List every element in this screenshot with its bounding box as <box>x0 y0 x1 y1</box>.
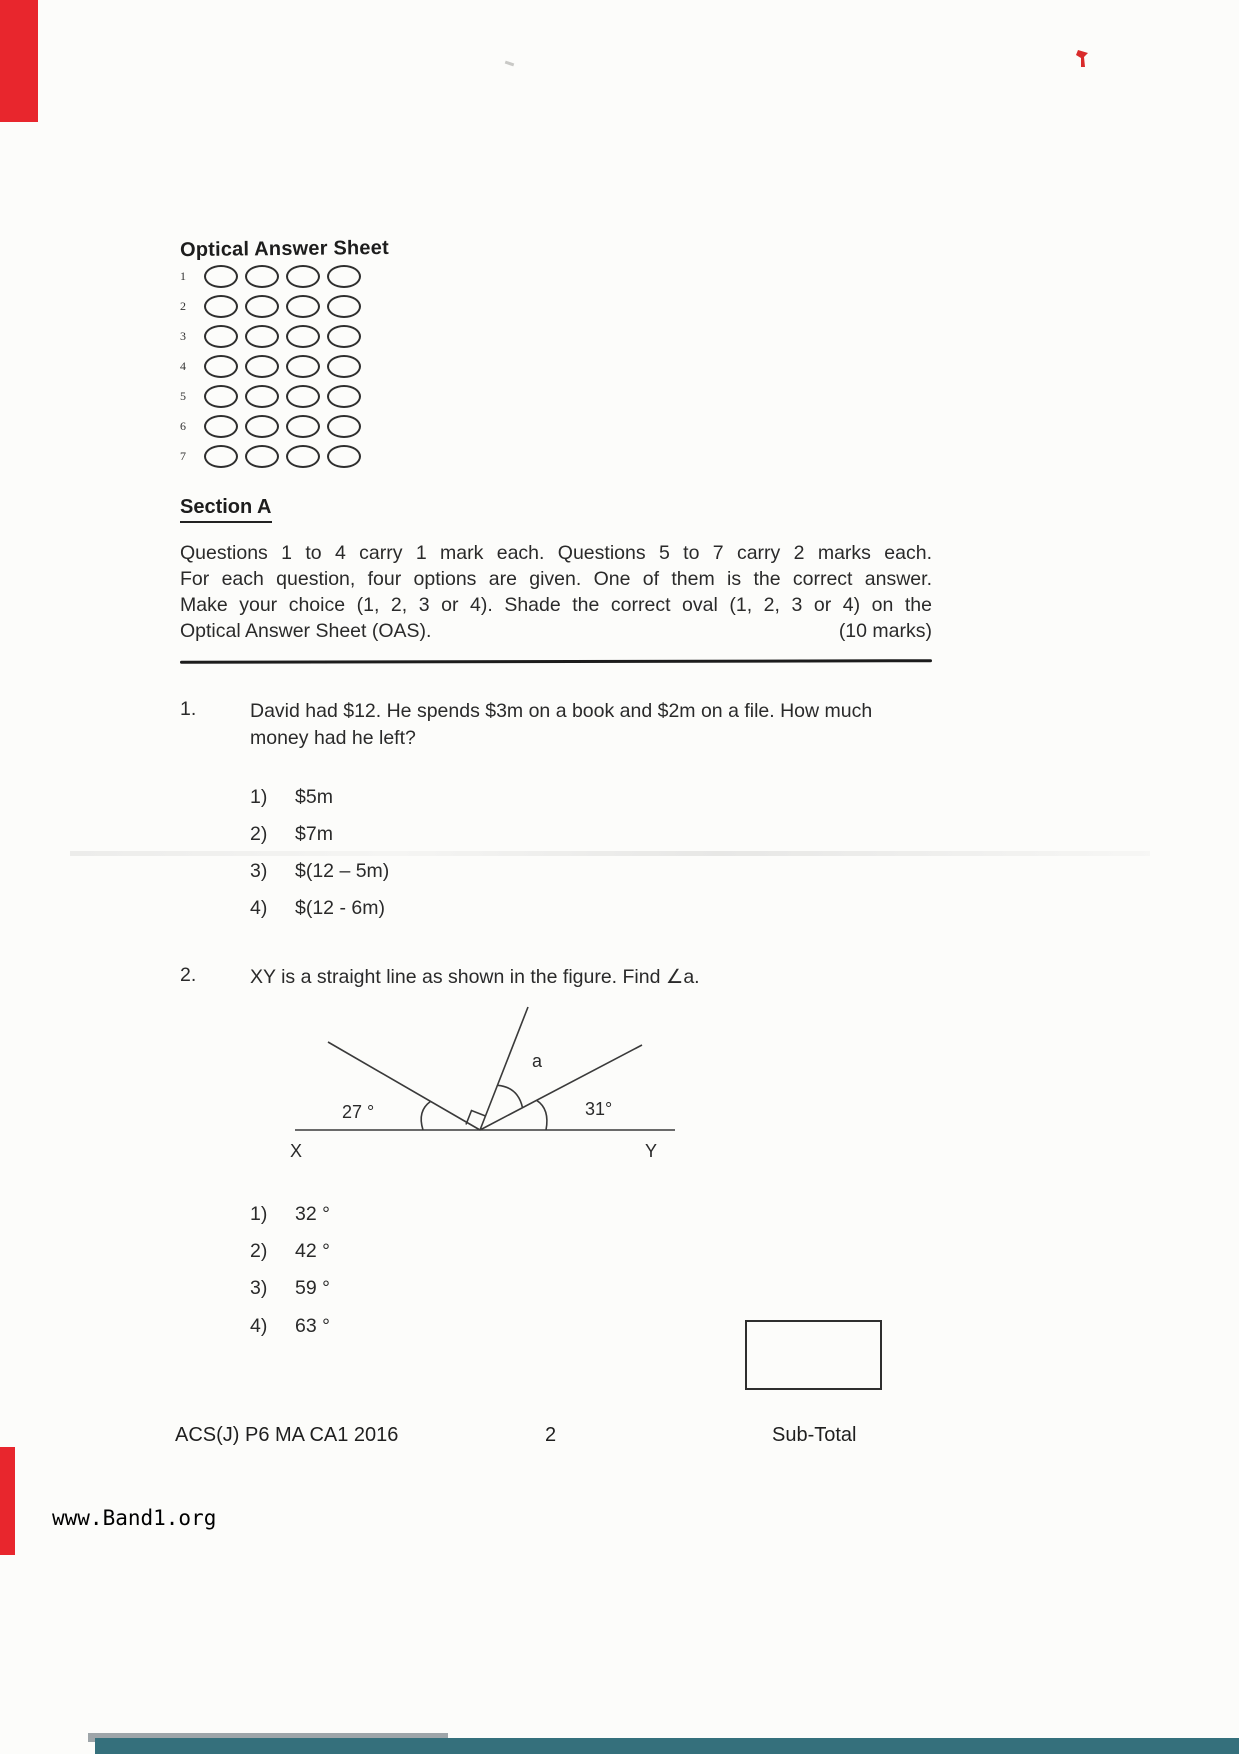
answer-oval <box>245 325 279 348</box>
instruction-last-line <box>180 618 932 644</box>
option-label: 1) <box>250 1203 268 1225</box>
answer-oval <box>327 355 361 378</box>
answer-oval <box>286 415 320 438</box>
question-2-number: 2. <box>180 964 197 986</box>
instruction-line: For each question, four options are given. One of them is the correct answer. <box>180 568 932 590</box>
footer-doc-code: ACS(J) P6 MA CA1 2016 <box>175 1424 399 1446</box>
oas-row-number: 4 <box>180 358 186 373</box>
answer-oval <box>327 295 361 318</box>
figure-svg <box>280 1005 690 1170</box>
question-1-number: 1. <box>180 698 197 720</box>
answer-oval <box>286 265 320 288</box>
q1-option-1 <box>250 786 333 809</box>
oas-row <box>180 321 389 351</box>
answer-oval <box>286 295 320 318</box>
question-2-text: XY is a straight line as shown in the figure. Find ∠a. <box>250 966 700 988</box>
answer-oval <box>204 355 238 378</box>
oas-row-number: 6 <box>180 418 186 433</box>
oas-row <box>180 291 389 321</box>
footer-page-number: 2 <box>545 1424 557 1446</box>
oas-row <box>180 441 389 471</box>
label-x: X <box>290 1141 303 1161</box>
q2-option-3 <box>250 1277 330 1300</box>
answer-oval <box>286 325 320 348</box>
oas-row-number: 1 <box>180 268 186 283</box>
question-1-text: David had $12. He spends $3m on a book and $2m on a file. How much money had he left? <box>250 700 873 749</box>
oas-title: Optical Answer Sheet <box>179 236 389 262</box>
angle-arc-a <box>498 1085 523 1107</box>
oas-row <box>180 261 389 291</box>
q1-option-3 <box>250 860 389 883</box>
answer-oval <box>286 385 320 408</box>
oas-row <box>180 411 389 441</box>
instruction-line: Optical Answer Sheet (OAS). <box>180 620 432 642</box>
option-label: 1) <box>250 786 268 808</box>
angle-arc-27 <box>421 1101 430 1130</box>
oas-row-number: 7 <box>180 448 186 463</box>
marks-label: (10 marks) <box>838 620 932 642</box>
angle-27-label: 27 ° <box>342 1102 375 1122</box>
option-label: 4) <box>250 897 268 919</box>
red-ink-mark <box>1076 50 1090 73</box>
instruction-line: Questions 1 to 4 carry 1 mark each. Questions 5 to 7 carry 2 marks each. <box>180 542 932 564</box>
answer-oval <box>286 355 320 378</box>
answer-oval <box>204 415 238 438</box>
q1-option-2 <box>250 823 333 846</box>
section-instructions <box>180 540 932 644</box>
q2-option-4 <box>250 1315 330 1338</box>
answer-oval <box>245 265 279 288</box>
oas-row-number: 3 <box>180 328 186 343</box>
answer-oval <box>327 415 361 438</box>
answer-oval <box>327 385 361 408</box>
option-text: $7m <box>295 823 333 845</box>
answer-oval <box>245 355 279 378</box>
oas-row <box>180 351 389 381</box>
q2-option-1 <box>250 1203 330 1226</box>
angle-arc-31 <box>537 1100 547 1130</box>
option-text: $(12 - 6m) <box>295 897 385 919</box>
oas-row-number: 2 <box>180 298 186 313</box>
answer-oval <box>204 295 238 318</box>
option-label: 3) <box>250 1277 268 1299</box>
option-label: 3) <box>250 860 268 882</box>
label-y: Y <box>645 1141 658 1161</box>
answer-oval <box>245 415 279 438</box>
answer-oval <box>204 325 238 348</box>
watermark: www.Band1.org <box>52 1506 217 1530</box>
bottom-teal-strip <box>95 1738 1239 1754</box>
subtotal-label: Sub-Total <box>772 1424 857 1446</box>
answer-oval <box>204 445 238 468</box>
option-label: 2) <box>250 1240 268 1262</box>
divider-rule <box>180 659 932 664</box>
option-text: 59 ° <box>295 1277 330 1299</box>
option-text: $5m <box>295 786 333 808</box>
q1-option-4 <box>250 897 385 920</box>
oas-row <box>180 381 389 411</box>
instruction-line: Make your choice (1, 2, 3 or 4). Shade the correct oval (1, 2, 3 or 4) on the <box>180 594 932 616</box>
option-text: 63 ° <box>295 1315 330 1337</box>
scan-artifact-dash <box>505 61 514 67</box>
optical-answer-sheet <box>180 238 389 471</box>
scan-smudge-artifact <box>70 851 1150 856</box>
answer-oval <box>245 295 279 318</box>
answer-oval <box>245 385 279 408</box>
answer-oval <box>327 445 361 468</box>
option-text: 42 ° <box>295 1240 330 1262</box>
option-text: $(12 – 5m) <box>295 860 390 882</box>
option-text: 32 ° <box>295 1203 330 1225</box>
q2-option-2 <box>250 1240 330 1263</box>
q2-angle-figure <box>280 1005 690 1175</box>
angle-a-label: a <box>532 1051 543 1071</box>
subtotal-box <box>745 1320 882 1390</box>
answer-oval <box>286 445 320 468</box>
option-label: 4) <box>250 1315 268 1337</box>
oas-row-number: 5 <box>180 388 186 403</box>
section-a-title: Section A <box>180 496 272 523</box>
red-edge-bar-top <box>0 0 38 122</box>
answer-oval <box>327 265 361 288</box>
option-label: 2) <box>250 823 268 845</box>
answer-oval <box>245 445 279 468</box>
answer-oval <box>204 265 238 288</box>
answer-oval <box>204 385 238 408</box>
answer-oval <box>327 325 361 348</box>
angle-31-label: 31° <box>585 1099 613 1119</box>
red-edge-bar-bottom <box>0 1447 15 1555</box>
